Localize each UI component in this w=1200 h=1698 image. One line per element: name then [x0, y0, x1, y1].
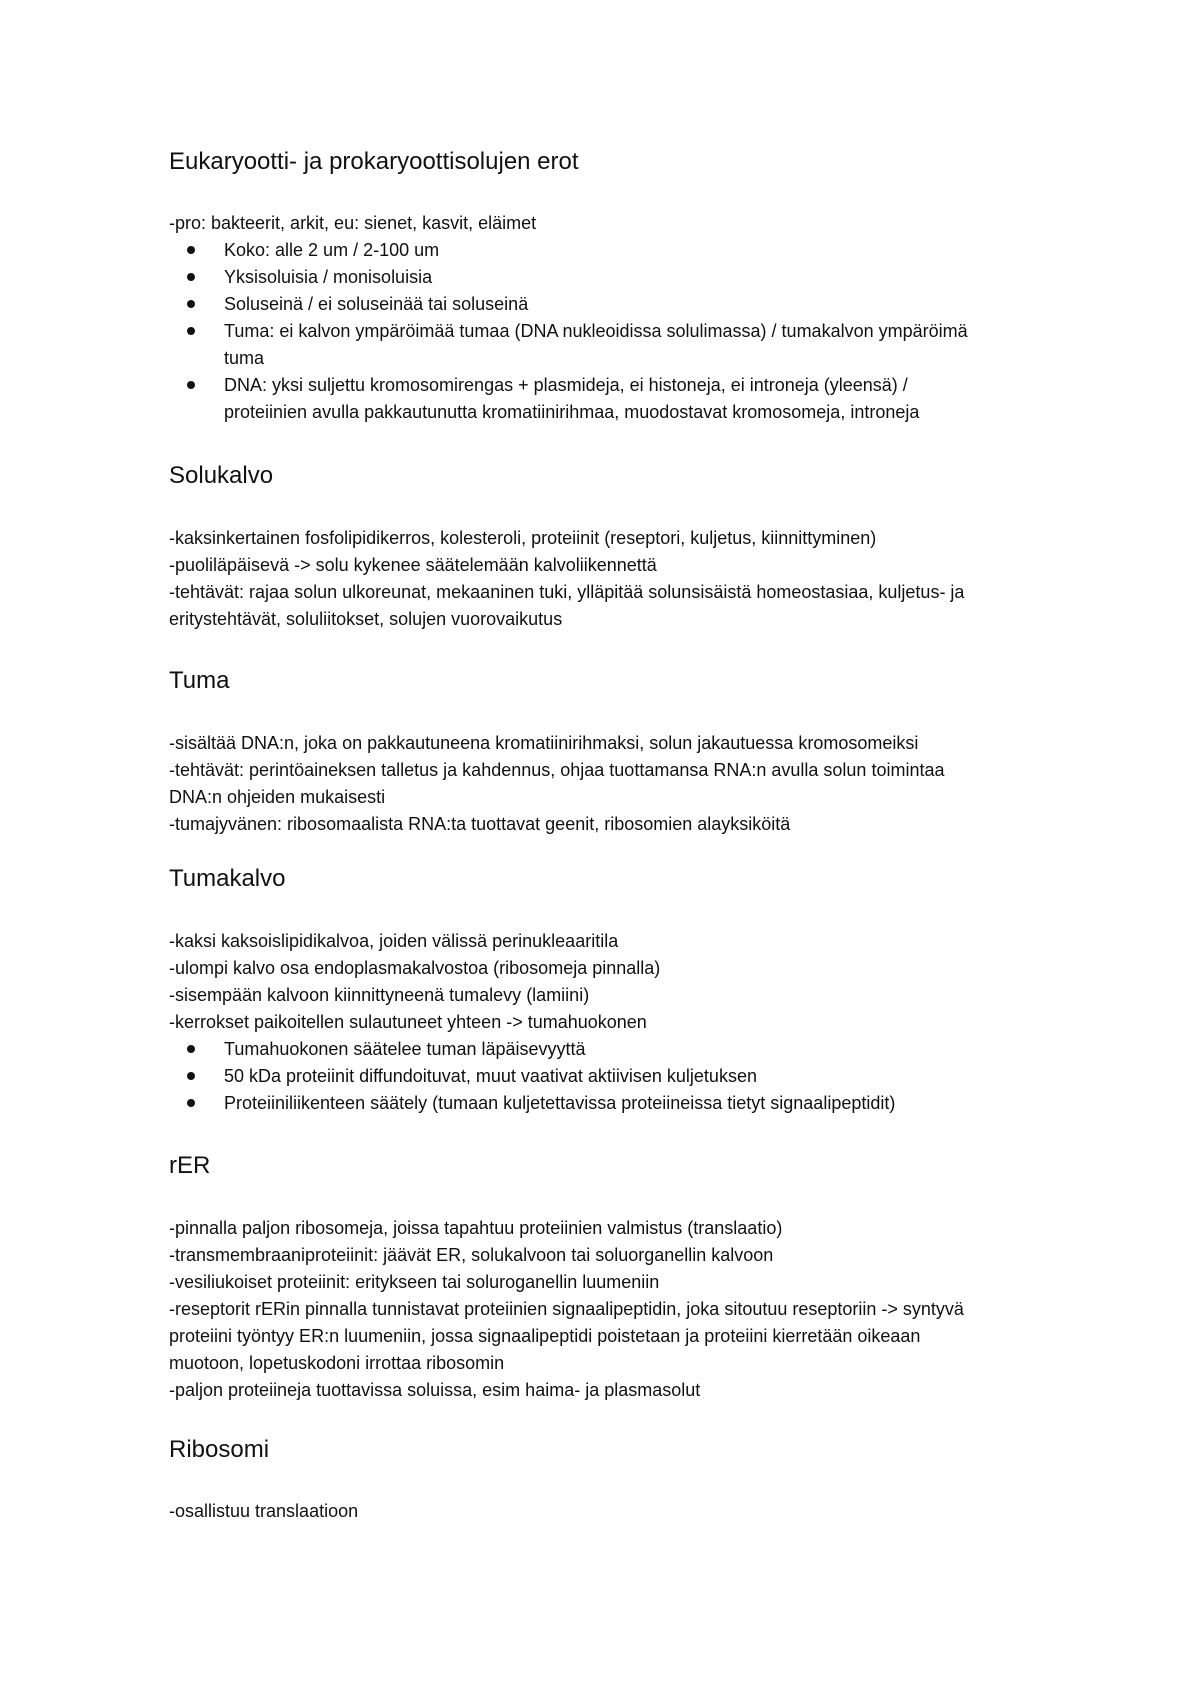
text-line: -ulompi kalvo osa endoplasmakalvostoa (ribosomeja pinnalla)	[169, 958, 661, 978]
bullet-item: 50 kDa proteiinit diffundoituvat, muut vaativat aktiivisen kuljetuksen	[224, 1066, 757, 1086]
text-line: -kerrokset paikoitellen sulautuneet yhteen -> tumahuokonen	[169, 1012, 647, 1032]
bullet-item: Yksisoluisia / monisoluisia	[224, 267, 433, 287]
bullet-item: Soluseinä / ei soluseinää tai soluseinä	[224, 294, 529, 314]
bullet-item-continuation: proteiinien avulla pakkautunutta kromatiinirihmaa, muodostavat kromosomeja, introneja	[224, 402, 920, 422]
bullet-icon	[187, 246, 195, 254]
text-line: -transmembraaniproteiinit: jäävät ER, solukalvoon tai soluorganellin kalvoon	[169, 1245, 774, 1265]
text-line: eritystehtävät, soluliitokset, solujen vuorovaikutus	[169, 609, 563, 629]
text-line: -tehtävät: rajaa solun ulkoreunat, mekaaninen tuki, ylläpitää solunsisäistä homeostasiaa, kuljetus- ja	[169, 582, 965, 602]
bullet-item: Tumahuokonen säätelee tuman läpäisevyyttä	[224, 1039, 586, 1059]
text-line: proteiini työntyy ER:n luumeniin, jossa signaalipeptidi poistetaan ja proteiini kierretään oikeaan	[169, 1326, 921, 1346]
bullet-icon	[187, 1045, 195, 1053]
section-title-tuma: Tuma	[169, 667, 230, 694]
section-title-rer: rER	[169, 1152, 211, 1179]
text-line: -reseptorit rERin pinnalla tunnistavat proteiinien signaalipeptidin, joka sitoutuu reseptoriin -> syntyvä	[169, 1299, 964, 1319]
section-title-eukaryootti: Eukaryootti- ja prokaryoottisolujen erot	[169, 148, 579, 175]
text-line: -kaksi kaksoislipidikalvoa, joiden välissä perinukleaaritila	[169, 931, 619, 951]
section-title-tumakalvo: Tumakalvo	[169, 865, 286, 892]
bullet-icon	[187, 381, 195, 389]
text-line: -osallistuu translaatioon	[169, 1501, 359, 1521]
text-line: -pinnalla paljon ribosomeja, joissa tapahtuu proteiinien valmistus (translaatio)	[169, 1218, 783, 1238]
text-line: muotoon, lopetuskodoni irrottaa ribosomin	[169, 1353, 505, 1373]
bullet-icon	[187, 327, 195, 335]
bullet-item-continuation: tuma	[224, 348, 265, 368]
text-line: -sisältää DNA:n, joka on pakkautuneena kromatiinirihmaksi, solun jakautuessa kromosomeiksi	[169, 733, 919, 753]
text-line: -tumajyvänen: ribosomaalista RNA:ta tuottavat geenit, ribosomien alayksiköitä	[169, 814, 791, 834]
section-title-ribosomi: Ribosomi	[169, 1436, 270, 1463]
bullet-item: Tuma: ei kalvon ympäröimää tumaa (DNA nukleoidissa solulimassa) / tumakalvon ympäröimä	[224, 321, 968, 341]
text-line: -vesiliukoiset proteiinit: eritykseen tai soluroganellin luumeniin	[169, 1272, 660, 1292]
bullet-icon	[187, 1099, 195, 1107]
text-line: -paljon proteiineja tuottavissa soluissa, esim haima- ja plasmasolut	[169, 1380, 701, 1400]
text-line: DNA:n ohjeiden mukaisesti	[169, 787, 386, 807]
bullet-item: Koko: alle 2 um / 2-100 um	[224, 240, 440, 260]
bullet-item: Proteiiniliikenteen säätely (tumaan kuljetettavissa proteiineissa tietyt signaalipeptidit)	[224, 1093, 896, 1113]
text-line: -pro: bakteerit, arkit, eu: sienet, kasvit, eläimet	[169, 213, 537, 233]
bullet-icon	[187, 273, 195, 281]
bullet-icon	[187, 300, 195, 308]
bullet-icon	[187, 1072, 195, 1080]
text-line: -kaksinkertainen fosfolipidikerros, kolesteroli, proteiinit (reseptori, kuljetus, kiinnittyminen)	[169, 528, 877, 548]
text-line: -tehtävät: perintöaineksen talletus ja kahdennus, ohjaa tuottamansa RNA:n avulla solun toimintaa	[169, 760, 945, 780]
bullet-item: DNA: yksi suljettu kromosomirengas + plasmideja, ei histoneja, ei introneja (yleensä) /	[224, 375, 908, 395]
text-line: -puoliläpäisevä -> solu kykenee säätelemään kalvoliikennettä	[169, 555, 657, 575]
section-title-solukalvo: Solukalvo	[169, 462, 274, 489]
text-line: -sisempään kalvoon kiinnittyneenä tumalevy (lamiini)	[169, 985, 590, 1005]
